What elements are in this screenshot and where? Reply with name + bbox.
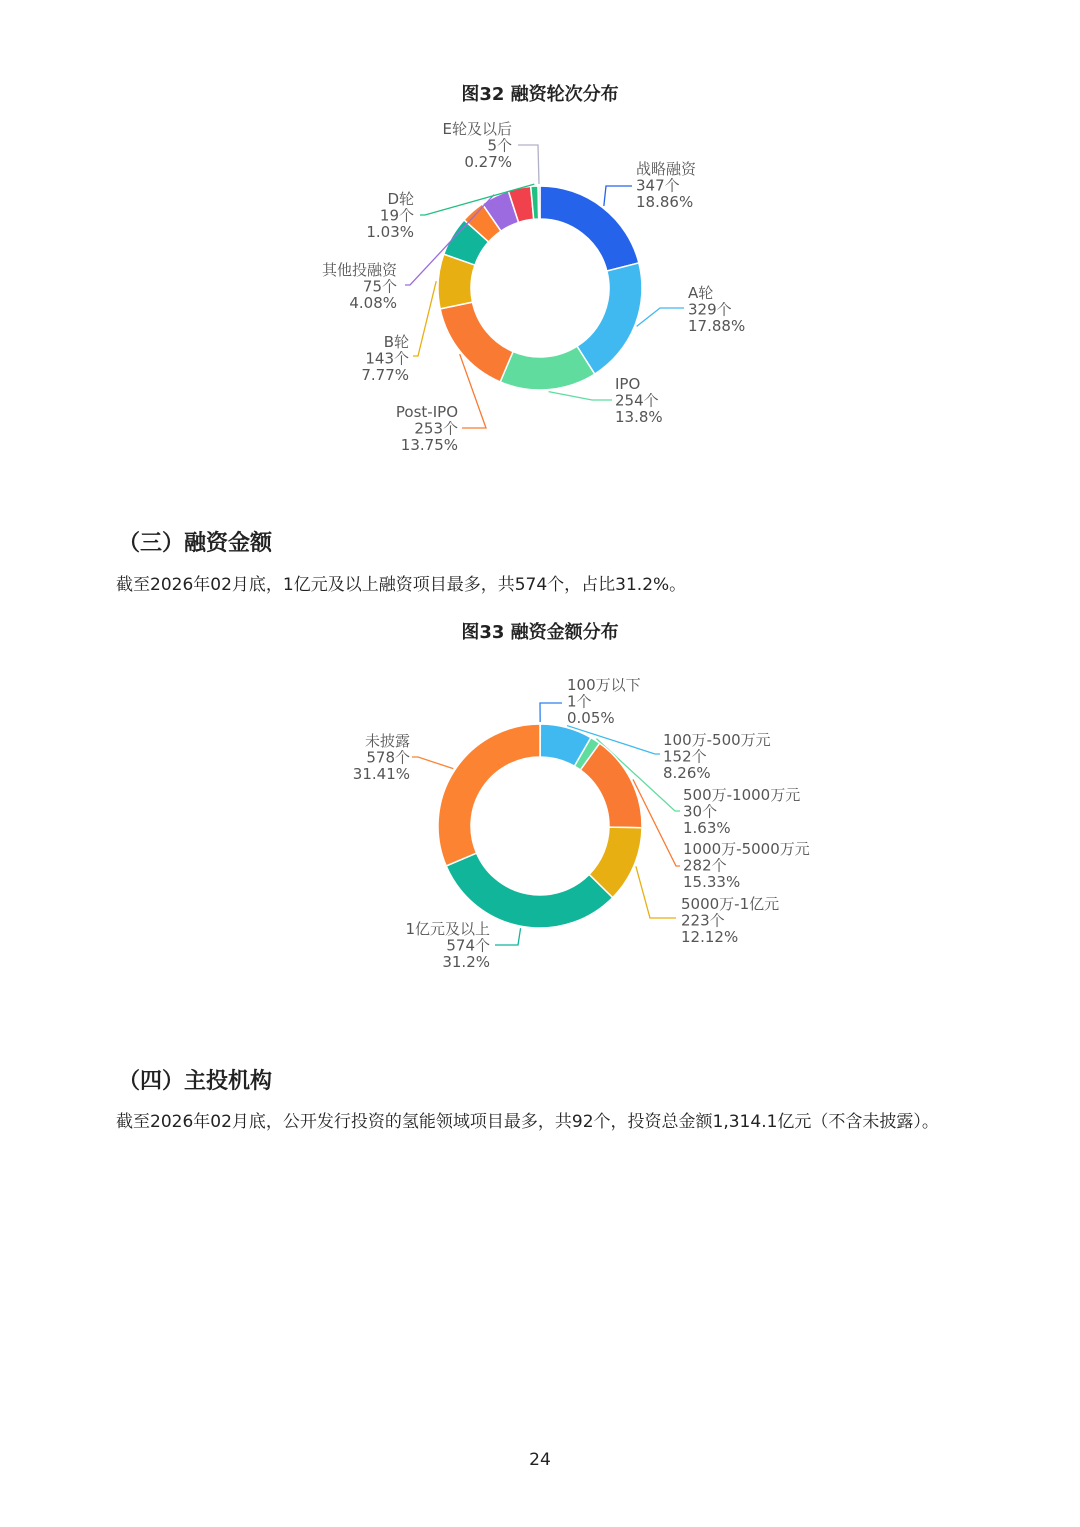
fig33-label-pct-1: 8.26% [663,764,711,782]
fig33-leader-line-4 [636,866,676,918]
fig32-label-name-1: A轮 [688,284,714,302]
fig33-leader-line-0 [540,703,562,722]
fig33-label-name-5: 1亿元及以上 [405,920,490,938]
fig33-label-count-3: 282个 [683,856,727,875]
fig33-label-name-4: 5000万-1亿元 [681,895,780,913]
fig32-label-name-9: D轮 [387,190,414,208]
fig32-label-count-7: 75个 [362,277,397,296]
section-4-paragraph: 截至2026年02月底，公开发行投资的氢能领域项目最多，共92个，投资总金额1,314.1亿元（不含未披露）。 [116,1112,939,1132]
fig33-slice-5 [446,853,612,928]
figure-33-title: 图33 融资金额分布 [461,622,619,643]
fig32-label-name-3: Post-IPO [395,403,458,421]
fig32-label-pct-4: 7.77% [361,366,409,384]
fig33-label-count-4: 223个 [681,911,725,930]
fig32-label-count-2: 254个 [615,391,659,410]
fig32-label-count-3: 253个 [414,419,458,438]
fig33-label-pct-3: 15.33% [683,873,741,891]
fig33-label-count-0: 1个 [567,692,592,711]
section-4-heading: （四）主投机构 [118,1069,273,1094]
fig33-label-pct-4: 12.12% [681,928,739,946]
page-number: 24 [529,1450,551,1470]
fig33-label-count-1: 152个 [663,747,707,766]
section-3-heading: （三）融资金额 [118,531,273,556]
fig33-leader-line-5 [495,928,521,945]
fig33-slice-3 [580,743,642,827]
fig33-slice-6 [438,724,540,866]
fig32-label-pct-0: 18.86% [636,193,694,211]
fig33-label-name-3: 1000万-5000万元 [683,840,810,858]
fig32-label-pct-1: 17.88% [688,317,746,335]
fig32-label-pct-10: 0.27% [464,153,512,171]
fig32-label-pct-9: 1.03% [366,223,414,241]
fig32-label-count-10: 5个 [487,136,512,155]
fig32-label-name-10: E轮及以后 [442,120,512,138]
fig32-label-count-9: 19个 [379,206,414,225]
section-3-paragraph: 截至2026年02月底，1亿元及以上融资项目最多，共574个，占比31.2%。 [116,575,687,595]
fig33-label-name-2: 500万-1000万元 [683,786,801,804]
fig33-label-count-2: 30个 [683,802,718,821]
fig33-label-pct-2: 1.63% [683,819,731,837]
fig32-label-name-0: 战略融资 [636,160,697,178]
fig33-label-count-6: 578个 [366,748,410,767]
fig32-label-name-4: B轮 [383,333,409,351]
fig32-label-count-0: 347个 [636,176,680,195]
fig32-label-name-2: IPO [615,375,641,393]
fig32-label-count-4: 143个 [365,349,409,368]
fig32-label-pct-3: 13.75% [400,436,458,454]
fig33-label-pct-0: 0.05% [567,709,615,727]
fig33-label-name-1: 100万-500万元 [663,731,771,749]
fig33-label-name-6: 未披露 [364,732,410,750]
fig32-label-name-7: 其他投融资 [321,261,397,279]
figure-32-title: 图32 融资轮次分布 [461,84,619,105]
fig33-label-pct-5: 31.2% [442,953,490,971]
fig33-label-name-0: 100万以下 [567,676,641,694]
fig32-label-pct-2: 13.8% [615,408,663,426]
fig33-label-pct-6: 31.41% [352,765,410,783]
fig33-leader-line-6 [412,757,453,769]
fig32-label-count-1: 329个 [688,300,732,319]
fig33-label-count-5: 574个 [446,936,490,955]
fig32-label-pct-7: 4.08% [349,294,397,312]
